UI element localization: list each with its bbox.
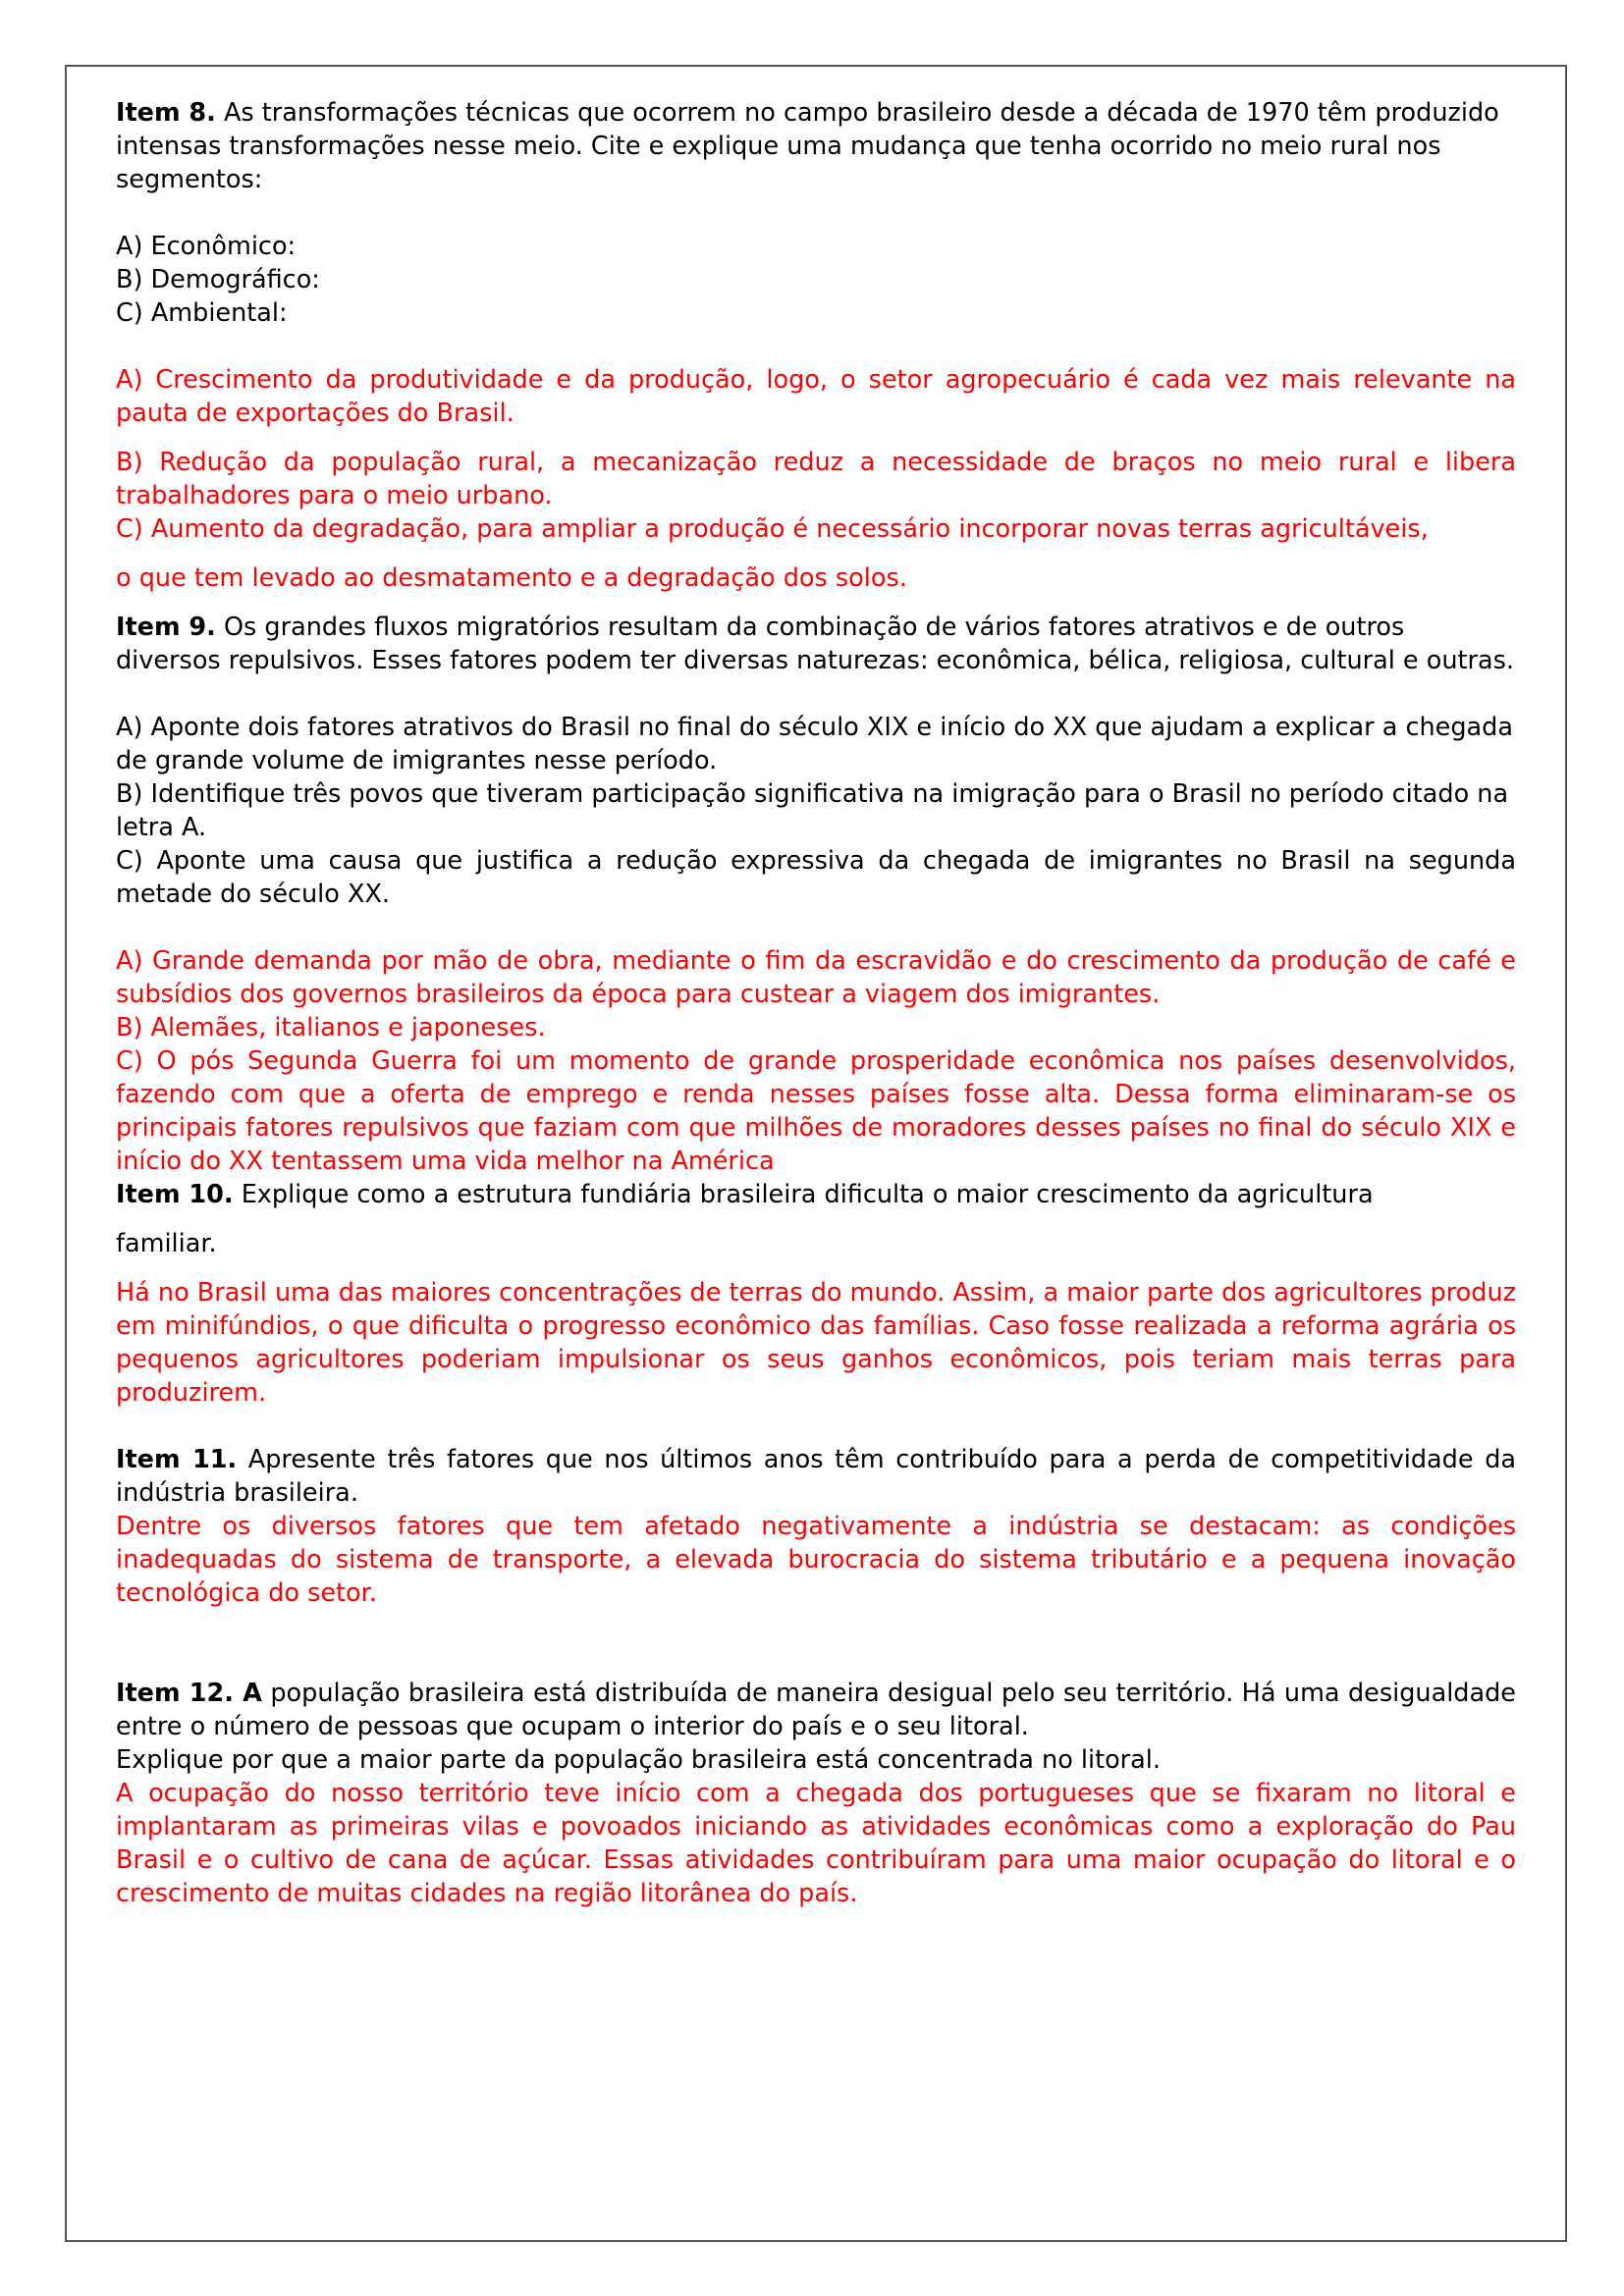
item9-question [116, 611, 1516, 677]
item12-question-text: população brasileira está distribuída de maneira desigual pelo seu território. Há uma desigualdade entre o número de pessoas que ocupam o interior do país e o seu litoral. [116, 1679, 1516, 1741]
item9-answer-c: C) O pós Segunda Guerra foi um momento de grande prosperidade econômica nos países desenvolvidos, fazendo com que a oferta de emprego e renda nesses países fosse alta. Dessa forma eliminaram-se os principais fatores repulsivos que faziam com que milhões de moradores desses países no final do século XIX e início do XX tentassem uma vida melhor na América [116, 1046, 1516, 1176]
item8-question [116, 96, 1516, 196]
item9-question-b: B) Identifique três povos que tiveram participação significativa na imigração para o Brasil no período citado na letra A. [116, 779, 1509, 842]
item8-answer-c1: C) Aumento da degradação, para ampliar a produção é necessário incorporar novas terras agricultáveis, [116, 514, 1429, 544]
item10-label: Item 10. [116, 1180, 234, 1209]
item8-option-a: A) Econômico: [116, 232, 297, 261]
item10-question-text: Explique como a estrutura fundiária brasileira dificulta o maior crescimento da agricultura [233, 1180, 1374, 1209]
item11-question-text: Apresente três fatores que nos últimos anos têm contribuído para a perda de competitividade da indústria brasileira. [116, 1445, 1517, 1508]
item10-answer: Há no Brasil uma das maiores concentrações de terras do mundo. Assim, a maior parte dos agricultores produz em minifúndios, o que dificulta o progresso econômico das famílias. Caso fosse realizada a reforma agrária os pequenos agricultores poderiam impulsionar os seus ganhos econômicos, pois teriam mais terras para produzirem. [116, 1278, 1516, 1408]
item8-option-c: C) Ambiental: [116, 298, 288, 328]
item8-answer-b: B) Redução da população rural, a mecanização reduz a necessidade de braços no meio rural e libera trabalhadores para o meio urbano. [116, 448, 1516, 510]
item8-answer-c2: o que tem levado ao desmatamento e a degradação dos solos. [116, 563, 907, 593]
item9-question-c: C) Aponte uma causa que justifica a redução expressiva da chegada de imigrantes no Brasil na segunda metade do século XX. [116, 846, 1516, 909]
item9-answer-a: A) Grande demanda por mão de obra, mediante o fim da escravidão e do crescimento da produção de café e subsídios dos governos brasileiros da época para custear a viagem dos imigrantes. [116, 946, 1516, 1009]
item9-answer-b: B) Alemães, italianos e japoneses. [116, 1013, 546, 1042]
item8-option-b: B) Demográfico: [116, 265, 320, 294]
item9-label: Item 9. [116, 613, 216, 642]
item10-question-cont: familiar. [116, 1229, 217, 1258]
item10-question [116, 1178, 1516, 1211]
item8-answer-a: A) Crescimento da produtividade e da produção, logo, o setor agropecuário é cada vez mais relevante na pauta de exportações do Brasil. [116, 365, 1516, 428]
item12-answer: A ocupação do nosso território teve início com a chegada dos portugueses que se fixaram no litoral e implantaram as primeiras vilas e povoados iniciando as atividades econômicas como a exploração do Pau Brasil e o cultivo de cana de açúcar. Essas atividades contribuíram para uma maior ocupação do litoral e o crescimento de muitas cidades na região litorânea do país. [116, 1779, 1516, 1908]
item9-question-text: Os grandes fluxos migratórios resultam da combinação de vários fatores atrativos e de outros diversos repulsivos. Esses fatores podem ter diversas naturezas: econômica, bélica, religiosa, cultural e outras. [116, 613, 1514, 675]
item12-label: Item 12. A [116, 1679, 262, 1708]
item11-answer: Dentre os diversos fatores que tem afetado negativamente a indústria se destacam: as condições inadequadas do sistema de transporte, a elevada burocracia do sistema tributário e a pequena inovação tecnológica do setor. [116, 1512, 1516, 1608]
item8-label: Item 8. [116, 98, 216, 128]
item8-question-text: As transformações técnicas que ocorrem no campo brasileiro desde a década de 1970 têm produzido intensas transformações nesse meio. Cite e explique uma mudança que tenha ocorrido no meio rural nos segmentos: [116, 98, 1499, 194]
item12-question [116, 1677, 1516, 1743]
item12-question-2: Explique por que a maior parte da população brasileira está concentrada no litoral. [116, 1745, 1161, 1775]
document-body [116, 96, 1516, 1910]
item9-question-a: A) Aponte dois fatores atrativos do Brasil no final do século XIX e início do XX que ajudam a explicar a chegada de grande volume de imigrantes nesse período. [116, 713, 1513, 775]
item11-question [116, 1443, 1516, 1510]
item11-label: Item 11. [116, 1445, 238, 1474]
